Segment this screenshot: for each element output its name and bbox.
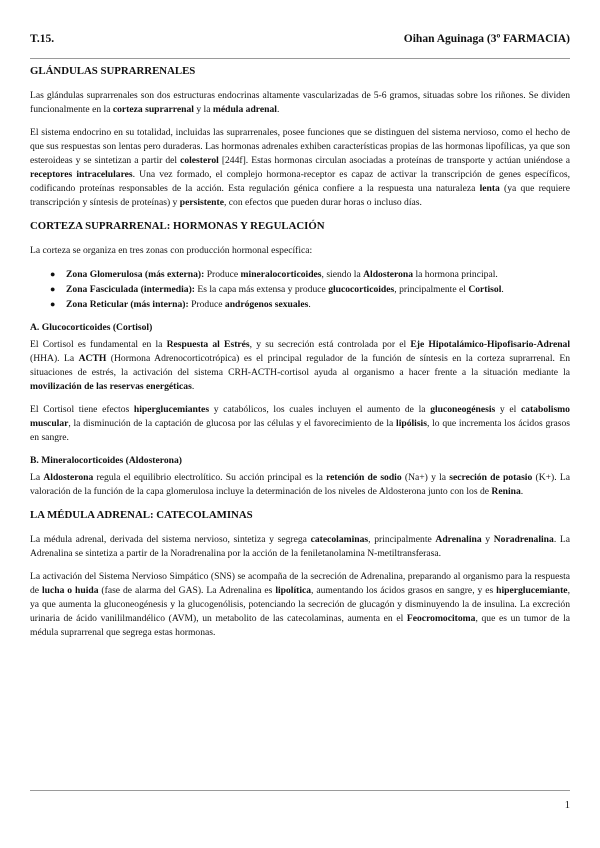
emphasis-term: lenta (479, 183, 500, 194)
text-run: . La Adrenalina se sintetiza a partir de la Noradrenalina por la acción de la feniletanolamina N-metiltransferasa. (30, 534, 570, 559)
subsection-title-glucocorticoides: A. Glucocorticoides (Cortisol) (30, 322, 153, 333)
emphasis-term: Renina (491, 486, 521, 497)
text-run: El sistema endocrino en su totalidad, incluidas las suprarrenales, posee funciones que se distinguen del sistema nervioso, como el hecho de que sus respuestas son lentas pero duraderas. Las hormonas adrenales exhiben características propias de las hormonas lipofílicas, ya que son esteroideas y se sintetizan a partir del (30, 127, 570, 166)
emphasis-term: movilización de las reservas energéticas (30, 381, 192, 392)
emphasis-term: catecolaminas (310, 534, 369, 545)
emphasis-term: glucocorticoides (328, 284, 395, 295)
text-run: y la (193, 104, 213, 115)
zone-list (30, 267, 570, 312)
emphasis-term: Zona Glomerulosa (más externa): (66, 269, 205, 280)
emphasis-term: Cortisol (468, 284, 502, 295)
emphasis-term: corteza suprarrenal (112, 104, 194, 115)
text-run: Produce (204, 269, 241, 280)
emphasis-term: andrógenos sexuales (224, 299, 309, 310)
text-run: , principalmente el (394, 284, 469, 295)
list-item-text (66, 284, 504, 295)
section-title-medula: LA MÉDULA ADRENAL: CATECOLAMINAS (30, 509, 253, 521)
text-run: . (520, 486, 524, 497)
text-run: regula el equilibrio electrolítico. Su acción principal es la (93, 472, 327, 483)
text-run: , aumentando los ácidos grasos en sangre, y es (311, 585, 497, 596)
bullet-icon: ● (50, 269, 56, 279)
text-run: . Una vez formado, el complejo hormona-receptor es capaz de activar la transcripción de genes específicos, codificando proteínas responsables de la acción. Esta regulación génica confiere a la respuesta una naturaleza (30, 169, 570, 194)
text-run: . (191, 381, 195, 392)
emphasis-term: colesterol (180, 155, 219, 166)
emphasis-term: gluconeogénesis (430, 404, 496, 415)
text-run: (ya que requiere transcripción y síntesis de proteínas) y (30, 183, 570, 208)
emphasis-term: Eje Hipotalámico-Hipofisario-Adrenal (410, 339, 571, 350)
list-item (30, 267, 570, 282)
paragraph (30, 126, 570, 210)
header-divider (30, 58, 570, 59)
text-run: la hormona principal. (413, 269, 498, 280)
emphasis-term: hiperglucemiantes (133, 404, 210, 415)
list-item (30, 282, 570, 297)
emphasis-term: Feocromocitoma (406, 613, 476, 624)
text-run: , con efectos que pueden durar horas o incluso días. (223, 197, 422, 208)
text-run: (fase de alarma del GAS). La Adrenalina es (98, 585, 276, 596)
emphasis-term: Zona Fasciculada (intermedia): (66, 284, 195, 295)
emphasis-term: lucha o huida (41, 585, 99, 596)
text-run: Las glándulas suprarrenales son dos estructuras endocrinas altamente vascularizadas de 5-6 gramos, situadas sobre los riñones. Se dividen funcionalmente en la (30, 90, 570, 115)
emphasis-term: hiperglucemiante (496, 585, 568, 596)
emphasis-term: Zona Reticular (más interna): (66, 299, 189, 310)
text-run: , la disminución de la captación de glucosa por las células y el favorecimiento de la (68, 418, 397, 429)
bullet-icon: ● (50, 299, 56, 309)
paragraph (30, 244, 570, 258)
emphasis-term: Aldosterona (43, 472, 94, 483)
emphasis-term: lipólisis (396, 418, 427, 429)
page-number: 1 (564, 800, 570, 811)
paragraph (30, 338, 570, 394)
emphasis-term: Respuesta al Estrés (166, 339, 250, 350)
text-run: (K+). La valoración de la función de la capa glomerulosa incluye la determinación de los niveles de Aldosterona junto con los de (30, 472, 570, 497)
emphasis-term: mineralocorticoides (240, 269, 322, 280)
list-item (30, 297, 570, 312)
emphasis-term: médula adrenal (212, 104, 277, 115)
text-run: , siendo la (321, 269, 364, 280)
section-title-corteza: CORTEZA SUPRARRENAL: HORMONAS Y REGULACIÓN (30, 220, 325, 232)
list-item-text (66, 269, 498, 280)
emphasis-term: receptores intracelulares (30, 169, 133, 180)
text-run: (Hormona Adrenocorticotrópica) es el principal regulador de la función de síntesis en la corteza suprarrenal. En situaciones de estrés, la activación del sistema CRH-ACTH-cortisol ayuda al organismo a hacer frente a la situación mediante la (30, 353, 570, 378)
emphasis-term: lipolítica (275, 585, 312, 596)
text-run: Produce (188, 299, 225, 310)
text-run: y el (495, 404, 521, 415)
text-run: y (481, 534, 494, 545)
document-body (30, 64, 570, 649)
text-run: El Cortisol es fundamental en la (30, 339, 167, 350)
text-run: . (276, 104, 280, 115)
text-run: La (30, 472, 44, 483)
text-run: . (501, 284, 504, 295)
emphasis-term: persistente (179, 197, 224, 208)
emphasis-term: Aldosterona (363, 269, 414, 280)
text-run: , que es un tumor de la médula suprarrenal que segrega estas hormonas. (30, 613, 571, 638)
text-run: Es la capa más extensa y produce (194, 284, 329, 295)
paragraph (30, 533, 570, 561)
text-run: La corteza se organiza en tres zonas con producción hormonal específica: (30, 245, 313, 256)
emphasis-term: Noradrenalina (493, 534, 554, 545)
emphasis-term: Adrenalina (435, 534, 482, 545)
text-run: , ya que aumenta la gluconeogénesis y la glucogenólisis, potenciando la secreción de glucagón y disminuyendo la de insulina. La excreción urinaria de ácido vanililmandélico (AVM), un metabolito de las catecolaminas, aumenta en el (30, 585, 570, 624)
list-item-text (66, 299, 311, 310)
text-run: La activación del Sistema Nervioso Simpático (SNS) se acompaña de la secreción de Adrenalina, preparando al organismo para la respuesta de (30, 571, 570, 596)
text-run: (HHA). La (30, 353, 79, 364)
text-run: El Cortisol tiene efectos (30, 404, 134, 415)
text-run: , principalmente (368, 534, 436, 545)
paragraph (30, 471, 570, 499)
subsection-title-mineralocorticoides: B. Mineralocorticoides (Aldosterona) (30, 455, 182, 466)
paragraph (30, 570, 570, 640)
header-topic: T.15. (30, 33, 55, 45)
emphasis-term: catabolismo muscular (30, 404, 570, 429)
text-run: La médula adrenal, derivada del sistema nervioso, sintetiza y segrega (30, 534, 311, 545)
text-run: , lo que incrementa los ácidos grasos en sangre. (30, 418, 570, 443)
section-title-glandulas: GLÁNDULAS SUPRARRENALES (30, 65, 196, 77)
emphasis-term: secreción de potasio (449, 472, 533, 483)
paragraph (30, 403, 570, 445)
text-run: . (308, 299, 311, 310)
text-run: (Na+) y la (401, 472, 450, 483)
header-author: Oihan Aguinaga (3º FARMACIA) (403, 33, 570, 45)
footer-divider (30, 790, 570, 791)
text-run: [244f]. Estas hormonas circulan asociadas a proteínas de transporte y actúan uniéndose a (218, 155, 571, 166)
page-header (30, 33, 570, 49)
emphasis-term: ACTH (78, 353, 107, 364)
bullet-icon: ● (50, 284, 56, 294)
text-run: , y su secreción está controlada por el (249, 339, 411, 350)
paragraph (30, 89, 570, 117)
emphasis-term: retención de sodio (326, 472, 402, 483)
text-run: y catabólicos, los cuales incluyen el aumento de la (209, 404, 431, 415)
